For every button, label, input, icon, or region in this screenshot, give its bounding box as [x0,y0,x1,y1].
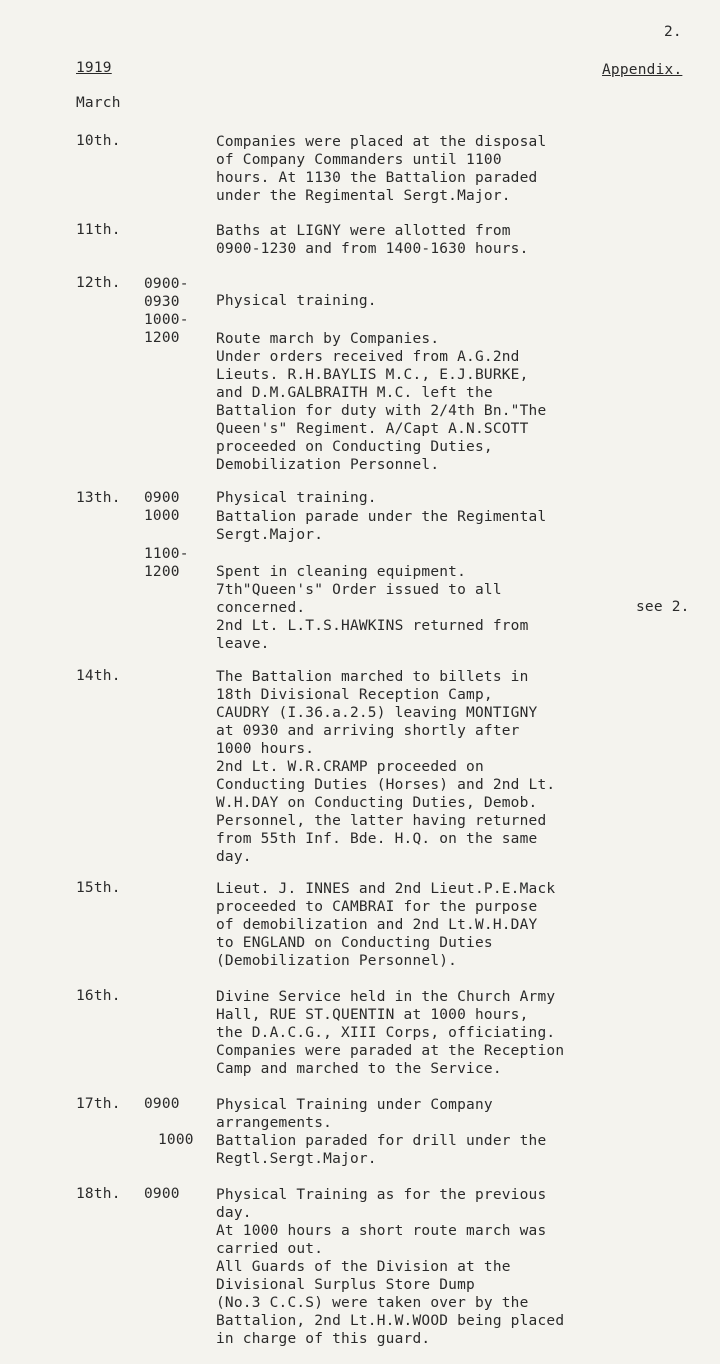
entry-text: The Battalion marched to billets in 18th Divisional Reception Camp, CAUDRY (I.36.a.2.5) leaving MONTIGNY at 0930 and arriving shortly after 1000 hours. 2nd Lt. W.R.CRAMP proceeded on Conducting Duties (Horses) and 2nd Lt. W.H.DAY on Conducting Duties, Demob. Personnel, the latter having returned from 55th Inf. Bde. H.Q. on the same day. [216,669,556,865]
entry-text: Lieut. J. INNES and 2nd Lieut.P.E.Mack proceeded to CAMBRAI for the purpose of demobilization and 2nd Lt.W.H.DAY to ENGLAND on Conducting Duties (Demobilization Personnel). [216,881,556,969]
entry-date: 13th. [76,490,121,506]
entry-date: 14th. [76,668,121,684]
entry-text: Physical training. [216,490,377,506]
month-heading: March [76,95,121,111]
entry-text: Companies were placed at the disposal of Company Commanders until 1100 hours. At 1130 the Battalion paraded under the Regimental Sergt.Major. [216,134,547,204]
page-number: 2. [664,24,682,40]
entry-text: Battalion paraded for drill under the Regtl.Sergt.Major. [216,1133,547,1167]
entry-text: Spent in cleaning equipment. 7th"Queen's" Order issued to all concerned. 2nd Lt. L.T.S.HAWKINS returned from leave. [216,564,529,652]
entry-time: 1100- 1200 [144,546,189,580]
entry-time: 0900 [144,490,180,506]
entry-text: Battalion parade under the Regimental Sergt.Major. [216,509,547,543]
entry-date: 10th. [76,133,121,149]
appendix-column-heading: Appendix. [602,62,683,78]
entry-time: 0900- 0930 1000- 1200 [144,276,189,346]
entry-date: 11th. [76,222,121,238]
entry-text: Physical Training as for the previous day. At 1000 hours a short route march was carried out. All Guards of the Division at the Divisional Surplus Store Dump (No.3 C.C.S) were taken over by the Battalion, 2nd Lt.H.W.WOOD being placed in charge of this guard. [216,1187,565,1347]
entry-text: Route march by Companies. Under orders received from A.G.2nd Lieuts. R.H.BAYLIS M.C., E.J.BURKE, and D.M.GALBRAITH M.C. left the Battalion for duty with 2/4th Bn."The Queen's" Regiment. A/Capt A.N.SCOTT proceeded on Conducting Duties, Demobilization Personnel. [216,331,547,473]
entry-time: 1000 [158,1132,194,1148]
entry-date: 17th. [76,1096,121,1112]
entry-time: 1000 [144,508,180,524]
entry-text: Divine Service held in the Church Army Hall, RUE ST.QUENTIN at 1000 hours, the D.A.C.G., XIII Corps, officiating. Companies were paraded at the Reception Camp and marched to the Service. [216,989,565,1077]
entry-date: 12th. [76,275,121,291]
entry-date: 15th. [76,880,121,896]
appendix-reference: see 2. [636,599,690,615]
entry-date: 16th. [76,988,121,1004]
entry-text: Physical Training under Company arrangements. [216,1097,493,1131]
entry-time: 0900 [144,1096,180,1112]
entry-time: 0900 [144,1186,180,1202]
entry-text: Physical training. [216,293,377,309]
year-heading: 1919 [76,60,112,76]
entry-date: 18th. [76,1186,121,1202]
entry-text: Baths at LIGNY were allotted from 0900-1230 and from 1400-1630 hours. [216,223,529,257]
